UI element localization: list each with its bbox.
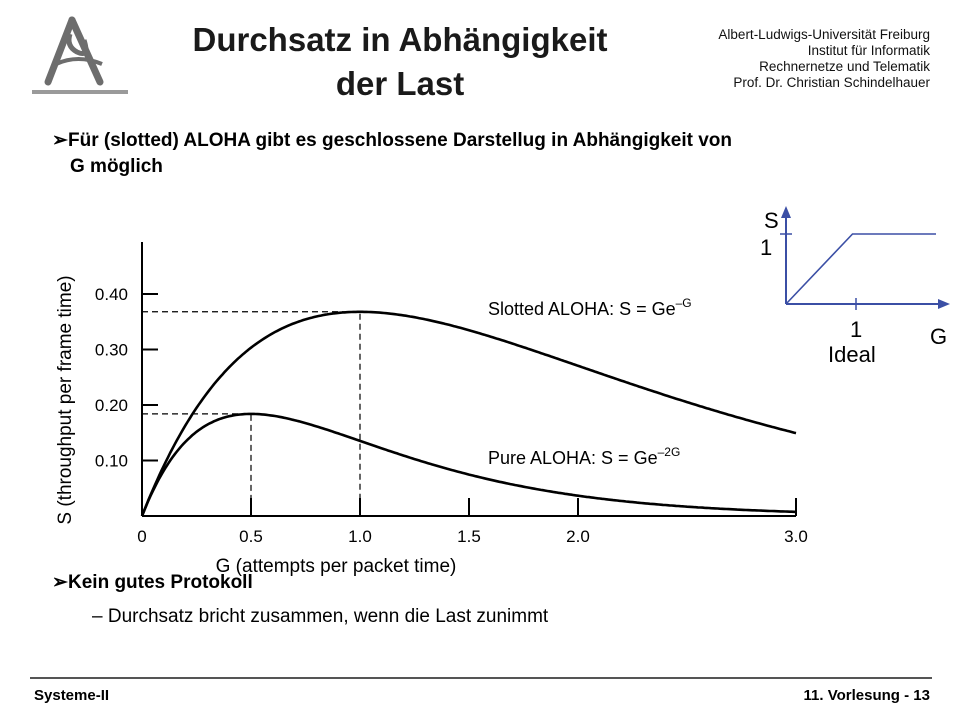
footer-lecture-page: 11. Vorlesung - 13 bbox=[803, 687, 930, 704]
institution-block bbox=[718, 27, 930, 91]
ideal-y-axis-label: S bbox=[764, 208, 779, 233]
footer-course: Systeme-II bbox=[34, 687, 110, 704]
ideal-x-axis-label: G bbox=[930, 324, 948, 349]
y-axis-label: S (throughput per frame time) bbox=[55, 275, 76, 525]
ideal-throughput-chart bbox=[740, 200, 960, 375]
title-line-2: der Last bbox=[335, 65, 465, 102]
sub-bullet-collapse: – Durchsatz bricht zusammen, wenn die Last zunimmt bbox=[92, 606, 549, 627]
y-tick-label: 0.40 bbox=[94, 285, 128, 304]
x-tick-label: 1.0 bbox=[348, 527, 372, 546]
y-tick-label: 0.30 bbox=[94, 340, 128, 360]
legend-slotted-aloha: Slotted ALOHA: $S = Ge^{-G}$ bbox=[488, 296, 692, 319]
aloha-throughput-chart bbox=[40, 220, 830, 585]
bullet-text: Kein gutes Protokoll bbox=[68, 572, 253, 593]
ideal-throughput-line bbox=[786, 234, 936, 304]
y-tick-label: 0.10 bbox=[94, 451, 128, 471]
arrow-bullet-icon: ➢ bbox=[52, 130, 68, 151]
arrow-bullet-icon: ➢ bbox=[52, 572, 68, 593]
x-tick-label: 3.0 bbox=[784, 527, 808, 546]
x-tick-label: 2.0 bbox=[566, 527, 590, 546]
bullet-text: Für (slotted) ALOHA gibt es geschlossene Darstellug in Abhängigkeit von bbox=[68, 130, 733, 151]
ideal-x-tick-label: 1 bbox=[850, 317, 863, 342]
bullet-kein-gutes-protokoll bbox=[52, 570, 253, 596]
pure-peak-guide bbox=[142, 414, 251, 516]
legend-pure-aloha: Pure ALOHA: $S = Ge^{-2G}$ bbox=[488, 445, 681, 468]
footer-divider bbox=[30, 677, 932, 679]
bullet-text-continued: G möglich bbox=[70, 156, 163, 177]
x-tick-label: 0.5 bbox=[239, 527, 263, 546]
ideal-chart-title: Ideal bbox=[828, 342, 876, 367]
institution-line: Rechnernetze und Telematik bbox=[759, 59, 930, 74]
ideal-y-tick-label: 1 bbox=[760, 235, 773, 260]
bullet-slotted-aloha bbox=[52, 128, 932, 180]
x-tick-label: 1.5 bbox=[457, 527, 481, 546]
institution-line: Prof. Dr. Christian Schindelhauer bbox=[733, 75, 930, 90]
university-logo bbox=[30, 14, 130, 98]
y-tick-label: 0.20 bbox=[94, 396, 128, 415]
ideal-x-arrowhead bbox=[938, 299, 950, 309]
institution-line: Institut für Informatik bbox=[807, 43, 930, 58]
slide-title bbox=[150, 18, 650, 106]
x-axis-label: G (attempts per packet time) bbox=[215, 556, 457, 577]
title-line-1: Durchsatz in Abhängigkeit bbox=[192, 21, 608, 58]
ideal-y-arrowhead bbox=[781, 206, 791, 218]
x-tick-label: 0 bbox=[137, 527, 147, 546]
institution-line: Albert-Ludwigs-Universität Freiburg bbox=[718, 27, 930, 42]
